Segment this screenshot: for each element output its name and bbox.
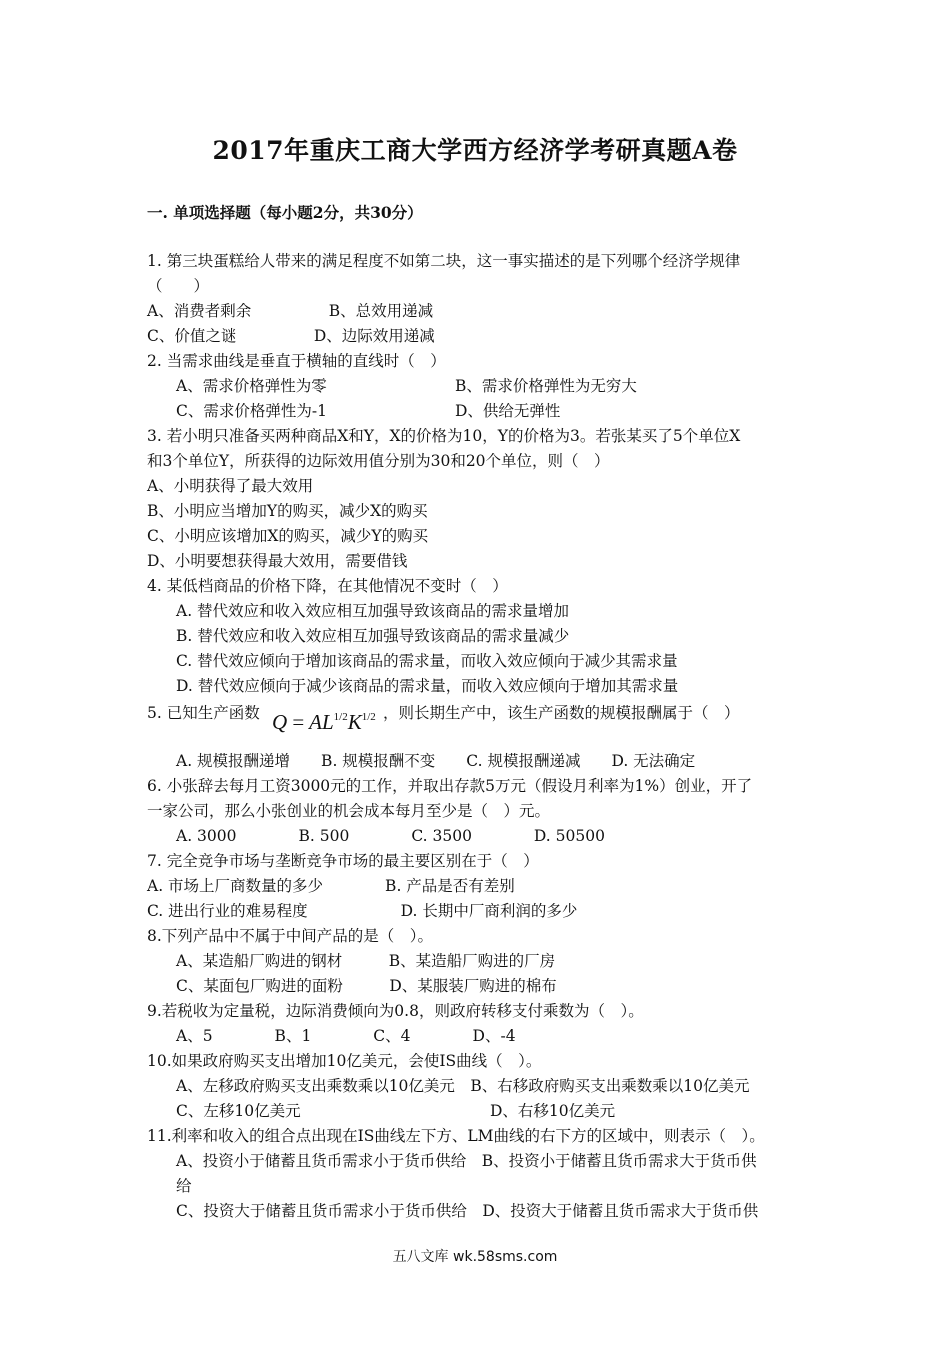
question-10-options-ab: A、左移政府购买支出乘数乘以10亿美元 B、右移政府购买支出乘数乘以10亿美元 bbox=[176, 1077, 750, 1095]
question-8-text: 8.下列产品中不属于中间产品的是（ ）。 bbox=[147, 927, 434, 945]
question-1-text: 1. 第三块蛋糕给人带来的满足程度不如第二块，这一事实描述的是下列哪个经济学规律 bbox=[147, 252, 741, 270]
question-6-options: A. 3000 B. 500 C. 3500 D. 50500 bbox=[176, 827, 605, 845]
question-4-option-d: D. 替代效应倾向于减少该商品的需求量，而收入效应倾向于增加其需求量 bbox=[176, 677, 679, 695]
question-7-options-cd: C. 进出行业的难易程度 D. 长期中厂商利润的多少 bbox=[147, 902, 578, 920]
question-1-options-cd: C、价值之谜 D、边际效用递减 bbox=[147, 327, 435, 345]
question-3-option-a: A、小明获得了最大效用 bbox=[147, 477, 314, 495]
section-heading: 一. 单项选择题（每小题2分，共30分） bbox=[147, 203, 423, 222]
question-9-text: 9.若税收为定量税，边际消费倾向为0.8，则政府转移支付乘数为（ ）。 bbox=[147, 1002, 644, 1020]
question-2-option-c: C、需求价格弹性为-1 bbox=[176, 402, 327, 420]
question-9-options: A、5 B、1 C、4 D、-4 bbox=[176, 1027, 516, 1045]
question-3-text-cont: 和3个单位Y，所获得的边际效用值分别为30和20个单位，则（ ） bbox=[147, 452, 610, 470]
question-10-option-c: C、左移10亿美元 bbox=[176, 1102, 301, 1120]
question-4-text: 4. 某低档商品的价格下降，在其他情况不变时（ ） bbox=[147, 577, 508, 595]
question-2-option-d: D、供给无弹性 bbox=[455, 402, 561, 420]
question-6-text-cont: 一家公司，那么小张创业的机会成本每月至少是（ ）元。 bbox=[147, 802, 551, 820]
question-11-options-ab-cont: 给 bbox=[176, 1177, 192, 1195]
question-3-option-c: C、小明应该增加X的购买，减少Y的购买 bbox=[147, 527, 429, 545]
page-footer: 五八文库 wk.58sms.com bbox=[392, 1249, 558, 1265]
question-2-option-a: A、需求价格弹性为零 bbox=[176, 377, 327, 395]
question-1-options-ab: A、消费者剩余 B、总效用递减 bbox=[147, 302, 434, 320]
question-11-options-cd: C、投资大于储蓄且货币需求小于货币供给 D、投资大于储蓄且货币需求大于货币供 bbox=[176, 1202, 759, 1220]
question-6-text: 6. 小张辞去每月工资3000元的工作，并取出存款5万元（假设月利率为1%）创业，开了 bbox=[147, 777, 753, 795]
question-11-text: 11.利率和收入的组合点出现在IS曲线左下方、LM曲线的右下方的区域中，则表示（ ）。 bbox=[147, 1127, 765, 1145]
question-3-option-b: B、小明应当增加Y的购买，减少X的购买 bbox=[147, 502, 428, 520]
question-7-text: 7. 完全竞争市场与垄断竞争市场的最主要区别在于（ ） bbox=[147, 852, 539, 870]
question-1-blank: （ ） bbox=[147, 277, 210, 295]
production-function-formula: $Q = AL^{1/2}K^{1/2}$ bbox=[272, 710, 376, 734]
question-4-option-a: A. 替代效应和收入效应相互加强导致该商品的需求量增加 bbox=[176, 602, 570, 620]
question-4-option-c: C. 替代效应倾向于增加该商品的需求量，而收入效应倾向于减少其需求量 bbox=[176, 652, 678, 670]
question-10-option-d: D、右移10亿美元 bbox=[490, 1102, 616, 1120]
question-3-text: 3. 若小明只准备买两种商品X和Y，X的价格为10，Y的价格为3。若张某买了5个单位X bbox=[147, 427, 741, 445]
question-5-text: 5. 已知生产函数 bbox=[147, 704, 260, 722]
question-8-options-cd: C、某面包厂购进的面粉 D、某服装厂购进的棉布 bbox=[176, 977, 557, 995]
question-4-option-b: B. 替代效应和收入效应相互加强导致该商品的需求量减少 bbox=[176, 627, 570, 645]
question-7-options-ab: A. 市场上厂商数量的多少 B. 产品是否有差别 bbox=[147, 877, 515, 895]
question-2-text: 2. 当需求曲线是垂直于横轴的直线时（ ） bbox=[147, 352, 446, 370]
question-5-text-cont: ，则长期生产中，该生产函数的规模报酬属于（ ） bbox=[383, 704, 740, 722]
question-2-option-b: B、需求价格弹性为无穷大 bbox=[455, 377, 637, 395]
page-title: 2017年重庆工商大学西方经济学考研真题A卷 bbox=[212, 136, 738, 165]
question-10-text: 10.如果政府购买支出增加10亿美元，会使IS曲线（ ）。 bbox=[147, 1052, 542, 1070]
question-11-options-ab: A、投资小于储蓄且货币需求小于货币供给 B、投资小于储蓄且货币需求大于货币供 bbox=[176, 1152, 757, 1170]
question-3-option-d: D、小明要想获得最大效用，需要借钱 bbox=[147, 552, 408, 570]
question-8-options-ab: A、某造船厂购进的钢材 B、某造船厂购进的厂房 bbox=[176, 952, 556, 970]
question-5-options: A. 规模报酬递增 B. 规模报酬不变 C. 规模报酬递减 D. 无法确定 bbox=[176, 752, 696, 770]
